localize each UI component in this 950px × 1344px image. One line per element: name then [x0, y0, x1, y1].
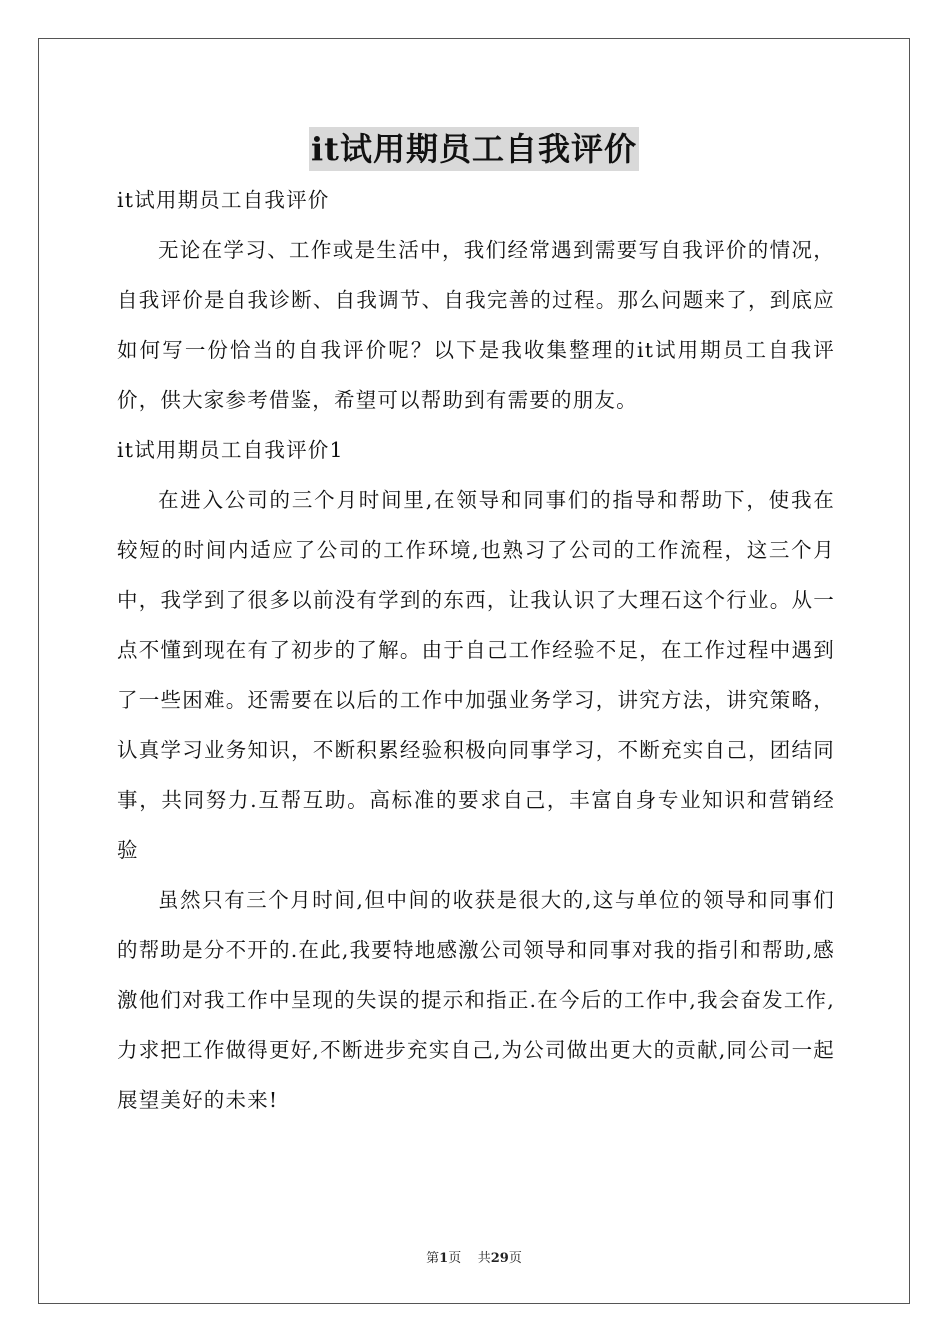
title-container	[39, 127, 909, 171]
total-pages: 29	[490, 1251, 509, 1266]
section-1-paragraph-2: 虽然只有三个月时间,但中间的收获是很大的,这与单位的领导和同事们的帮助是分不开的.在此,我要特地感激公司领导和同事对我的指引和帮助,感激他们对我工作中呈现的失误的提示和指正.在今后的工作中,我会奋发工作,力求把工作做得更好,不断进步充实自己,为公司做出更大的贡献,同公司一起展望美好的未来!	[117, 888, 835, 1112]
page-prefix: 第	[426, 1251, 440, 1266]
document-body	[117, 175, 835, 1125]
section-1-heading: it试用期员工自我评价1	[117, 438, 344, 462]
page-number: 1	[439, 1251, 449, 1266]
intro-paragraph: 无论在学习、工作或是生活中，我们经常遇到需要写自我评价的情况，自我评价是自我诊断、自我调节、自我完善的过程。那么问题来了，到底应如何写一份恰当的自我评价呢？以下是我收集整理的it试用期员工自我评价，供大家参考借鉴，希望可以帮助到有需要的朋友。	[117, 238, 835, 412]
page-footer	[39, 1247, 909, 1266]
document-subtitle: it试用期员工自我评价	[117, 188, 330, 212]
page-suffix: 页	[448, 1251, 462, 1266]
total-suffix: 页	[508, 1251, 522, 1266]
section-1-paragraph-1: 在进入公司的三个月时间里,在领导和同事们的指导和帮助下，使我在较短的时间内适应了公司的工作环境,也熟习了公司的工作流程，这三个月中，我学到了很多以前没有学到的东西，让我认识了大理石这个行业。从一点不懂到现在有了初步的了解。由于自己工作经验不足，在工作过程中遇到了一些困难。还需要在以后的工作中加强业务学习，讲究方法，讲究策略，认真学习业务知识，不断积累经验积极向同事学习，不断充实自己，团结同事，共同努力.互帮互助。高标准的要求自己，丰富自身专业知识和营销经验	[117, 488, 835, 862]
document-page	[38, 38, 910, 1304]
document-title: it试用期员工自我评价	[309, 127, 639, 171]
total-prefix: 共	[477, 1251, 491, 1266]
